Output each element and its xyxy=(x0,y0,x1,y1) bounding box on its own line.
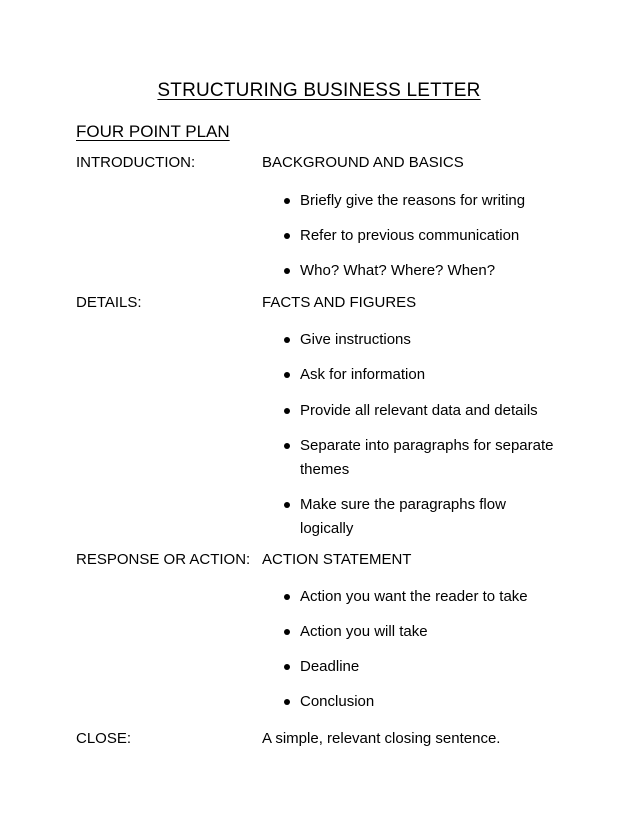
list-item: Ask for information xyxy=(300,363,590,387)
list-item: Briefly give the reasons for writing xyxy=(300,189,590,213)
list-item: Give instructions xyxy=(300,328,590,352)
list-item: Separate into paragraphs for separate themes xyxy=(300,434,575,482)
section-heading-response: ACTION STATEMENT xyxy=(262,551,412,568)
section-label-response: RESPONSE OR ACTION: xyxy=(76,551,251,568)
section-heading-introduction: BACKGROUND AND BASICS xyxy=(262,154,464,171)
list-item: Action you want the reader to take xyxy=(300,585,590,609)
list-item: Conclusion xyxy=(300,690,590,714)
list-item: Refer to previous communication xyxy=(300,224,590,248)
list-item: Provide all relevant data and details xyxy=(300,399,590,423)
section-label-details: DETAILS: xyxy=(76,294,142,311)
list-item: Action you will take xyxy=(300,620,590,644)
list-item: Make sure the paragraphs flow logically xyxy=(300,493,550,541)
section-label-close: CLOSE: xyxy=(76,730,132,747)
section-heading-details: FACTS AND FIGURES xyxy=(262,294,417,311)
section-label-introduction: INTRODUCTION: xyxy=(76,154,196,171)
page-subtitle: FOUR POINT PLAN xyxy=(76,122,230,141)
section-heading-close: A simple, relevant closing sentence. xyxy=(262,730,501,747)
list-item: Deadline xyxy=(300,655,590,679)
list-item: Who? What? Where? When? xyxy=(300,259,590,283)
page-title: STRUCTURING BUSINESS LETTER xyxy=(157,80,481,101)
